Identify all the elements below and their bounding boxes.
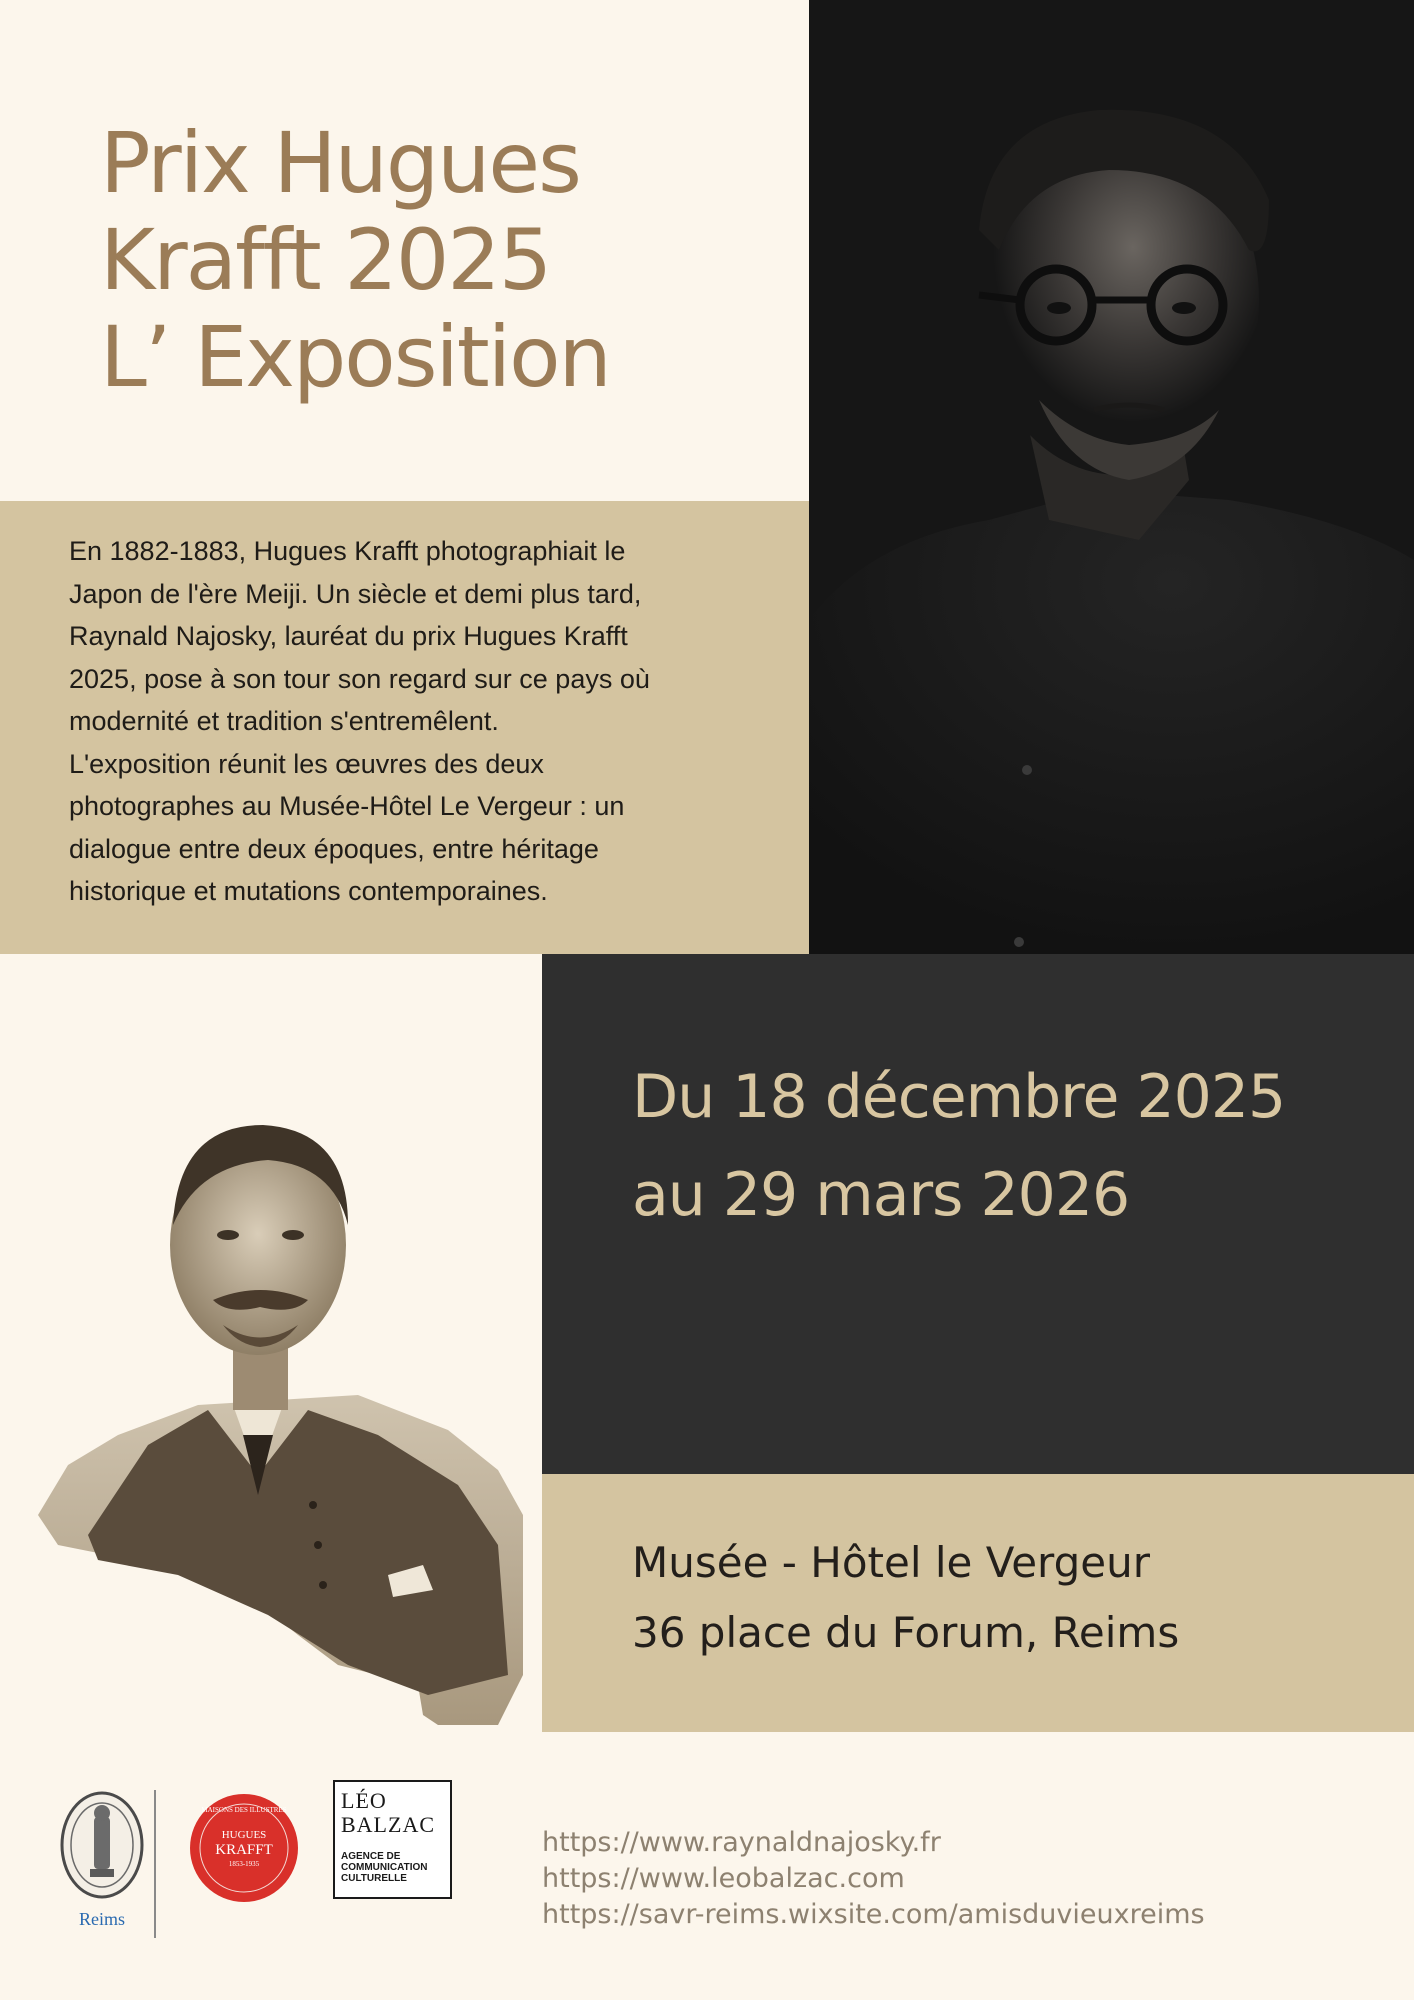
intro-line: photographes au Musée-Hôtel Le Vergeur : un: [69, 791, 625, 821]
leobalzac-sub-3: CULTURELLE: [341, 1873, 407, 1884]
krafft-name-2: KRAFFT: [215, 1842, 273, 1858]
intro-line: L'exposition réunit les œuvres des deux: [69, 748, 544, 779]
leobalzac-line-2: BALZAC: [341, 1812, 435, 1837]
intro-line: 2025, pose à son tour son regard sur ce pays où: [69, 663, 650, 694]
exhibition-dates: [632, 1048, 1285, 1244]
krafft-top-label: MAISONS DES ILLUSTRES: [201, 1806, 287, 1814]
website-links: [542, 1825, 1205, 1933]
poster-title: [100, 115, 800, 406]
date-start: Du 18 décembre 2025: [632, 1062, 1286, 1132]
leobalzac-line-1: LÉO: [341, 1788, 387, 1813]
link-raynaldnajosky[interactable]: https://www.raynaldnajosky.fr: [542, 1827, 941, 1858]
leobalzac-sub-1: AGENCE DE: [341, 1851, 401, 1862]
logo-divider: [154, 1790, 156, 1938]
portrait-photo-raynald-najosky: [809, 0, 1414, 954]
leo-balzac-logo: [333, 1780, 452, 1899]
title-line-3: L’ Exposition: [100, 308, 610, 406]
intro-line: Raynald Najosky, lauréat du prix Hugues Krafft: [69, 621, 628, 651]
title-line-2: Krafft 2025: [100, 211, 551, 309]
link-leobalzac[interactable]: https://www.leobalzac.com: [542, 1863, 905, 1894]
portrait-photo-hugues-krafft: [28, 1075, 528, 1730]
intro-line: En 1882-1883, Hugues Krafft photographiait le: [69, 536, 626, 566]
intro-line: Japon de l'ère Meiji. Un siècle et demi plus tard,: [69, 578, 642, 609]
maisons-des-illustres-krafft-logo: [188, 1792, 300, 1904]
title-line-1: Prix Hugues: [100, 114, 580, 212]
date-end: au 29 mars 2026: [632, 1160, 1130, 1230]
intro-paragraph: [69, 530, 769, 913]
link-amisduvieuxreims[interactable]: https://savr-reims.wixsite.com/amisduvieuxreims: [542, 1899, 1205, 1930]
venue-address: 36 place du Forum, Reims: [632, 1608, 1180, 1657]
intro-line: modernité et tradition s'entremêlent.: [69, 706, 499, 736]
leobalzac-sub-2: COMMUNICATION: [341, 1862, 428, 1873]
reims-seal-logo: [56, 1785, 148, 1940]
krafft-years: 1853-1935: [228, 1860, 260, 1868]
intro-line: historique et mutations contemporaines.: [69, 876, 548, 906]
venue-info: [632, 1528, 1179, 1668]
intro-line: dialogue entre deux époques, entre héritage: [69, 833, 599, 864]
krafft-name-1: HUGUES: [221, 1829, 267, 1841]
venue-name: Musée - Hôtel le Vergeur: [632, 1538, 1150, 1587]
reims-label: Reims: [78, 1909, 126, 1929]
